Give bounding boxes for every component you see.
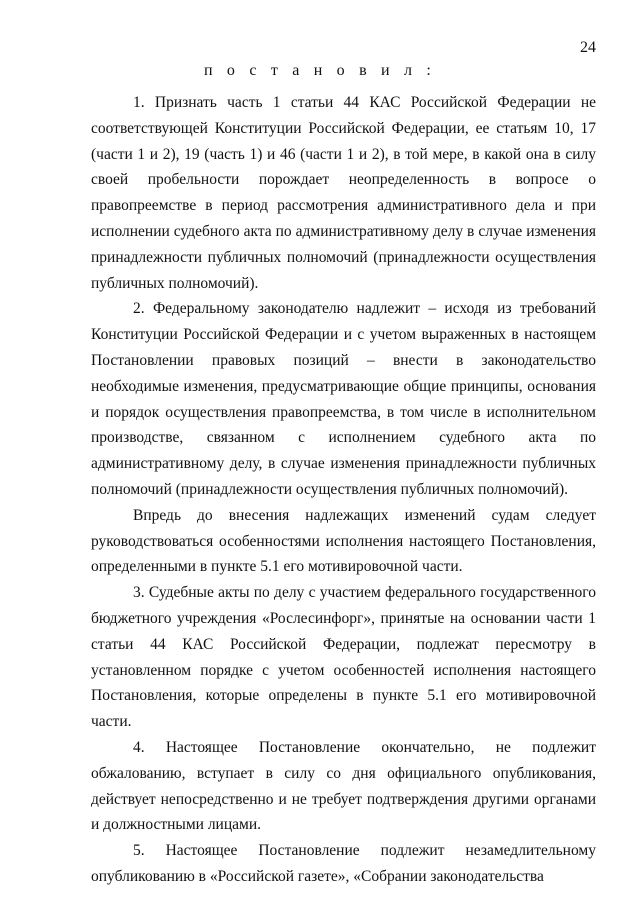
paragraph-1: 1. Признать часть 1 статьи 44 КАС Российской Федерации не соответствующей Конституции Российской Федерации, ее статьям 10, 17 (части 1 и 2), 19 (часть 1) и 46 (части 1 и 2), в той мере, в какой она в силу своей пробельности порождает неопределенность в вопросе о правопреемстве в период рассмотрения административного дела и при исполнении судебного акта по административному делу в случае изменения принадлежности публичных полномочий (принадлежности осуществления публичных полномочий). xyxy=(91,94,596,292)
document-body xyxy=(91,90,596,890)
page-number: 24 xyxy=(580,39,596,56)
paragraph-4: 4. Настоящее Постановление окончательно, не подлежит обжалованию, вступает в силу со дня официального опубликования, действует непосредственно и не требует подтверждения другими органами и должностными лицами. xyxy=(91,738,596,834)
resolution-heading: п о с т а н о в и л : xyxy=(203,62,437,79)
paragraph-2-continuation: Впредь до внесения надлежащих изменений судам следует руководствоваться особенностями исполнения настоящего Постановления, определенными в пункте 5.1 его мотивировочной части. xyxy=(91,506,596,576)
paragraph-2: 2. Федеральному законодателю надлежит – исходя из требований Конституции Российской Федерации и с учетом выраженных в настоящем Постановлении правовых позиций – внести в законодательство необходимые изменения, предусматривающие общие принципы, основания и порядок осуществления правопреемства, в том числе в исполнительном производстве, связанном с исполнением судебного акта по административному делу, в случае изменения принадлежности публичных полномочий (принадлежности осуществления публичных полномочий). xyxy=(91,300,596,498)
paragraph-3: 3. Судебные акты по делу с участием федерального государственного бюджетного учреждения «Рослесинфорг», принятые на основании части 1 статьи 44 КАС Российской Федерации, подлежат пересмотру в установленном порядке с учетом особенностей исполнения настоящего Постановления, которые определены в пункте 5.1 его мотивировочной части. xyxy=(91,584,596,731)
paragraph-5: 5. Настоящее Постановление подлежит незамедлительному опубликованию в «Российской газете», «Собрании законодательства xyxy=(91,842,596,885)
